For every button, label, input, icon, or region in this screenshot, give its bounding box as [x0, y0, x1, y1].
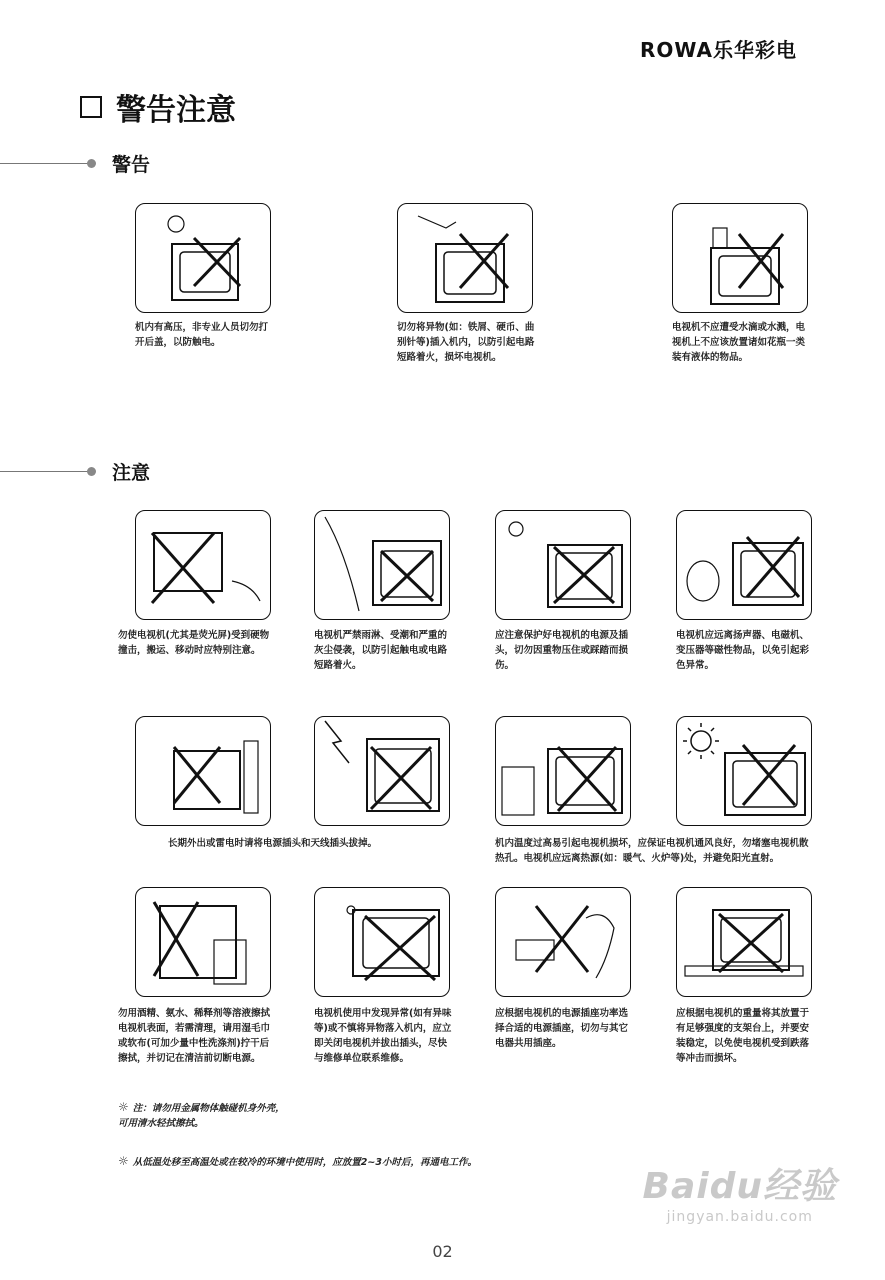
caution-section-header: [0, 458, 150, 485]
caution-illustration-6: [314, 716, 450, 826]
warning-illustration-2: [397, 203, 533, 313]
caution-caption-8: 电视机使用中发现异常(如有异味等)或不慎将异物落入机内，应立即关闭电视机并拔出插头，尽快与维修单位联系维修。: [314, 1008, 452, 1064]
baidu-watermark: [643, 1158, 837, 1225]
note-2: [118, 1154, 538, 1170]
page-title-text: 警告注意: [116, 93, 236, 128]
caution-illustration-2: [314, 510, 450, 620]
caution-caption-10: 应根据电视机的重量将其放置于有足够强度的支架台上，并要安装稳定，以免使电视机受到跌落等冲击而损坏。: [676, 1008, 810, 1064]
warning-illustration-1: [135, 203, 271, 313]
bullet-dot-icon: [87, 159, 96, 168]
caution-section-title: 注意: [112, 462, 151, 484]
caution-caption-9: 应根据电视机的电源插座功率选择合适的电源插座，切勿与其它电器共用插座。: [495, 1008, 629, 1049]
note-1: [118, 1100, 288, 1131]
brand-logo: ROWA乐华彩电: [639, 38, 797, 62]
caution-caption-6: 机内温度过高易引起电视机损坏，应保证电视机通风良好，勿堵塞电视机散热孔。电视机应远离热源(如：暖气、火炉等)处，并避免阳光直射。: [495, 838, 809, 864]
sun-icon: ☼: [118, 1100, 129, 1114]
caution-illustration-5: [135, 716, 271, 826]
caution-caption-3: 应注意保护好电视机的电源及插头，切勿因重物压住或踩踏而损伤。: [495, 630, 629, 671]
caution-caption-5: 长期外出或雷电时请将电源插头和天线插头拔掉。: [168, 838, 378, 849]
caution-illustration-10: [314, 887, 450, 997]
note-1-text: 注：请勿用金属物体触碰机身外壳，可用清水轻拭擦拭。: [118, 1103, 285, 1129]
warning-section-header: [0, 150, 150, 177]
caution-illustration-1: [135, 510, 271, 620]
caution-illustration-11: [495, 887, 631, 997]
caution-caption-7: 勿用酒精、氨水、稀释剂等溶液擦拭电视机表面，若需清理，请用湿毛巾或软布(可加少量中性洗涤剂)拧干后擦拭，并切记在清洁前切断电源。: [118, 1008, 271, 1064]
caution-caption-1: 勿使电视机(尤其是荧光屏)受到硬物撞击，搬运、移动时应特别注意。: [118, 630, 270, 656]
warning-illustration-3: [672, 203, 808, 313]
page-number: 02: [432, 1242, 453, 1261]
warning-section-title: 警告: [112, 154, 151, 176]
warning-caption-1: 机内有高压，非专业人员切勿打开后盖，以防触电。: [135, 322, 269, 348]
bullet-dot-icon: [87, 467, 96, 476]
title-checkbox-icon: [80, 96, 102, 118]
caution-illustration-12: [676, 887, 812, 997]
caution-illustration-8: [676, 716, 812, 826]
caution-illustration-3: [495, 510, 631, 620]
caution-illustration-7: [495, 716, 631, 826]
caution-caption-4: 电视机应远离扬声器、电磁机、变压器等磁性物品，以免引起彩色异常。: [676, 630, 810, 671]
page-title: [80, 85, 236, 129]
note-2-text: 从低温处移至高温处或在较冷的环境中使用时，应放置2~3小时后，再通电工作。: [132, 1157, 477, 1168]
warning-caption-2: 切勿将异物(如：铁屑、硬币、曲别针等)插入机内，以防引起电路短路着火，损坏电视机。: [397, 322, 535, 363]
watermark-brand: Baidu经验: [642, 1166, 837, 1207]
watermark-url: jingyan.baidu.com: [666, 1209, 813, 1225]
caution-illustration-4: [676, 510, 812, 620]
caution-caption-2: 电视机严禁雨淋、受潮和严重的灰尘侵袭，以防引起触电或电路短路着火。: [314, 630, 448, 671]
sun-icon: ☼: [118, 1154, 129, 1168]
caution-illustration-9: [135, 887, 271, 997]
warning-caption-3: 电视机不应遭受水滴或水溅，电视机上不应该放置诸如花瓶一类装有液体的物品。: [672, 322, 806, 363]
